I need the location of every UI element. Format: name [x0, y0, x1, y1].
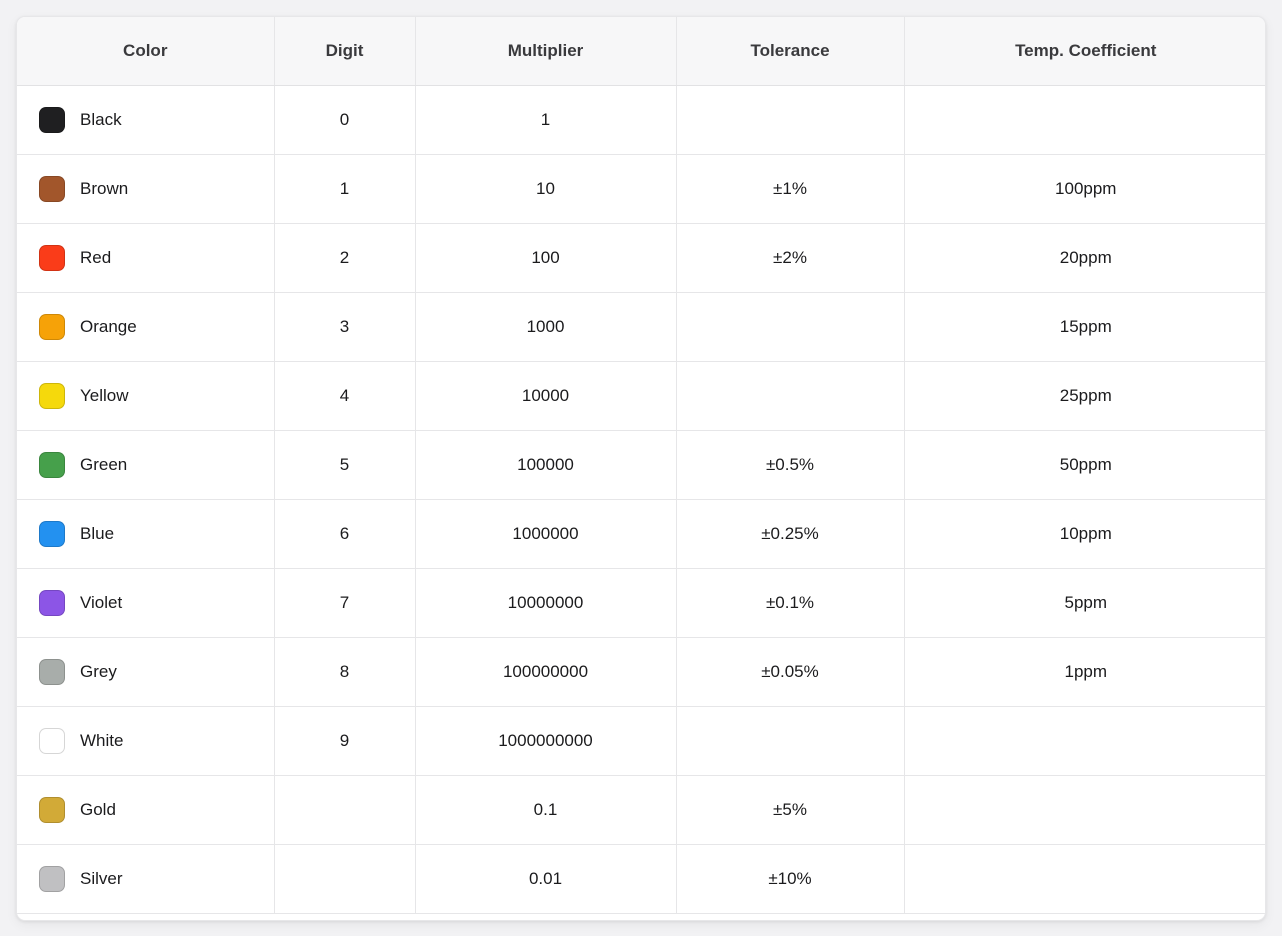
color-name-label: White	[80, 730, 124, 750]
tolerance-cell: ±0.05%	[676, 637, 904, 706]
color-cell	[17, 844, 274, 913]
temp-coefficient-cell: 20ppm	[904, 223, 1266, 292]
multiplier-cell: 100	[415, 223, 676, 292]
resistor-color-code-card	[16, 16, 1266, 921]
temp-coefficient-cell: 5ppm	[904, 568, 1266, 637]
color-cell	[17, 154, 274, 223]
temp-coefficient-cell: 50ppm	[904, 430, 1266, 499]
temp-coefficient-cell: 15ppm	[904, 292, 1266, 361]
table-row	[17, 844, 1266, 913]
tolerance-cell	[676, 361, 904, 430]
table-row	[17, 292, 1266, 361]
multiplier-cell: 1	[415, 85, 676, 154]
color-cell	[17, 292, 274, 361]
digit-cell	[274, 844, 415, 913]
digit-cell: 7	[274, 568, 415, 637]
color-name-label: Silver	[80, 868, 123, 888]
digit-cell: 2	[274, 223, 415, 292]
column-header-color: Color	[17, 17, 274, 85]
color-cell	[17, 499, 274, 568]
temp-coefficient-cell	[904, 844, 1266, 913]
temp-coefficient-cell: 1ppm	[904, 637, 1266, 706]
resistor-color-code-table	[17, 17, 1266, 914]
color-name-label: Red	[80, 247, 112, 267]
table-row	[17, 637, 1266, 706]
multiplier-cell: 10000000	[415, 568, 676, 637]
color-cell	[17, 706, 274, 775]
multiplier-cell: 100000	[415, 430, 676, 499]
digit-cell	[274, 775, 415, 844]
table-row	[17, 223, 1266, 292]
color-name-label: Violet	[80, 592, 123, 612]
blue-color-swatch	[39, 521, 65, 547]
column-header-digit: Digit	[274, 17, 415, 85]
multiplier-cell: 1000000000	[415, 706, 676, 775]
tolerance-cell: ±10%	[676, 844, 904, 913]
digit-cell: 9	[274, 706, 415, 775]
white-color-swatch	[39, 728, 65, 754]
multiplier-cell: 1000000	[415, 499, 676, 568]
silver-color-swatch	[39, 866, 65, 892]
multiplier-cell: 10000	[415, 361, 676, 430]
gold-color-swatch	[39, 797, 65, 823]
column-header-temp-coefficient: Temp. Coefficient	[904, 17, 1266, 85]
temp-coefficient-cell	[904, 775, 1266, 844]
temp-coefficient-cell: 10ppm	[904, 499, 1266, 568]
tolerance-cell: ±2%	[676, 223, 904, 292]
table-row	[17, 361, 1266, 430]
temp-coefficient-cell: 25ppm	[904, 361, 1266, 430]
color-name-label: Grey	[80, 661, 117, 681]
color-name-label: Green	[80, 454, 128, 474]
brown-color-swatch	[39, 176, 65, 202]
tolerance-cell: ±5%	[676, 775, 904, 844]
green-color-swatch	[39, 452, 65, 478]
tolerance-cell	[676, 706, 904, 775]
multiplier-cell: 10	[415, 154, 676, 223]
tolerance-cell: ±1%	[676, 154, 904, 223]
color-name-label: Blue	[80, 523, 115, 543]
multiplier-cell: 1000	[415, 292, 676, 361]
temp-coefficient-cell	[904, 85, 1266, 154]
color-cell	[17, 775, 274, 844]
table-row	[17, 775, 1266, 844]
temp-coefficient-cell: 100ppm	[904, 154, 1266, 223]
tolerance-cell	[676, 292, 904, 361]
orange-color-swatch	[39, 314, 65, 340]
table-row	[17, 499, 1266, 568]
digit-cell: 8	[274, 637, 415, 706]
black-color-swatch	[39, 107, 65, 133]
yellow-color-swatch	[39, 383, 65, 409]
column-header-tolerance: Tolerance	[676, 17, 904, 85]
table-row	[17, 85, 1266, 154]
column-header-multiplier: Multiplier	[415, 17, 676, 85]
digit-cell: 6	[274, 499, 415, 568]
header-row	[17, 17, 1266, 85]
digit-cell: 1	[274, 154, 415, 223]
color-name-label: Brown	[80, 178, 129, 198]
table-row	[17, 430, 1266, 499]
tolerance-cell: ±0.1%	[676, 568, 904, 637]
color-name-label: Orange	[80, 316, 137, 336]
tolerance-cell	[676, 85, 904, 154]
tolerance-cell: ±0.5%	[676, 430, 904, 499]
table-row	[17, 706, 1266, 775]
digit-cell: 5	[274, 430, 415, 499]
color-cell	[17, 223, 274, 292]
color-cell	[17, 568, 274, 637]
table-row	[17, 154, 1266, 223]
violet-color-swatch	[39, 590, 65, 616]
color-cell	[17, 637, 274, 706]
multiplier-cell: 0.01	[415, 844, 676, 913]
digit-cell: 3	[274, 292, 415, 361]
digit-cell: 4	[274, 361, 415, 430]
color-cell	[17, 361, 274, 430]
grey-color-swatch	[39, 659, 65, 685]
temp-coefficient-cell	[904, 706, 1266, 775]
color-name-label: Gold	[80, 799, 116, 819]
digit-cell: 0	[274, 85, 415, 154]
color-name-label: Yellow	[80, 385, 129, 405]
tolerance-cell: ±0.25%	[676, 499, 904, 568]
multiplier-cell: 0.1	[415, 775, 676, 844]
color-cell	[17, 85, 274, 154]
color-name-label: Black	[80, 109, 122, 129]
table-row	[17, 568, 1266, 637]
color-cell	[17, 430, 274, 499]
multiplier-cell: 100000000	[415, 637, 676, 706]
red-color-swatch	[39, 245, 65, 271]
